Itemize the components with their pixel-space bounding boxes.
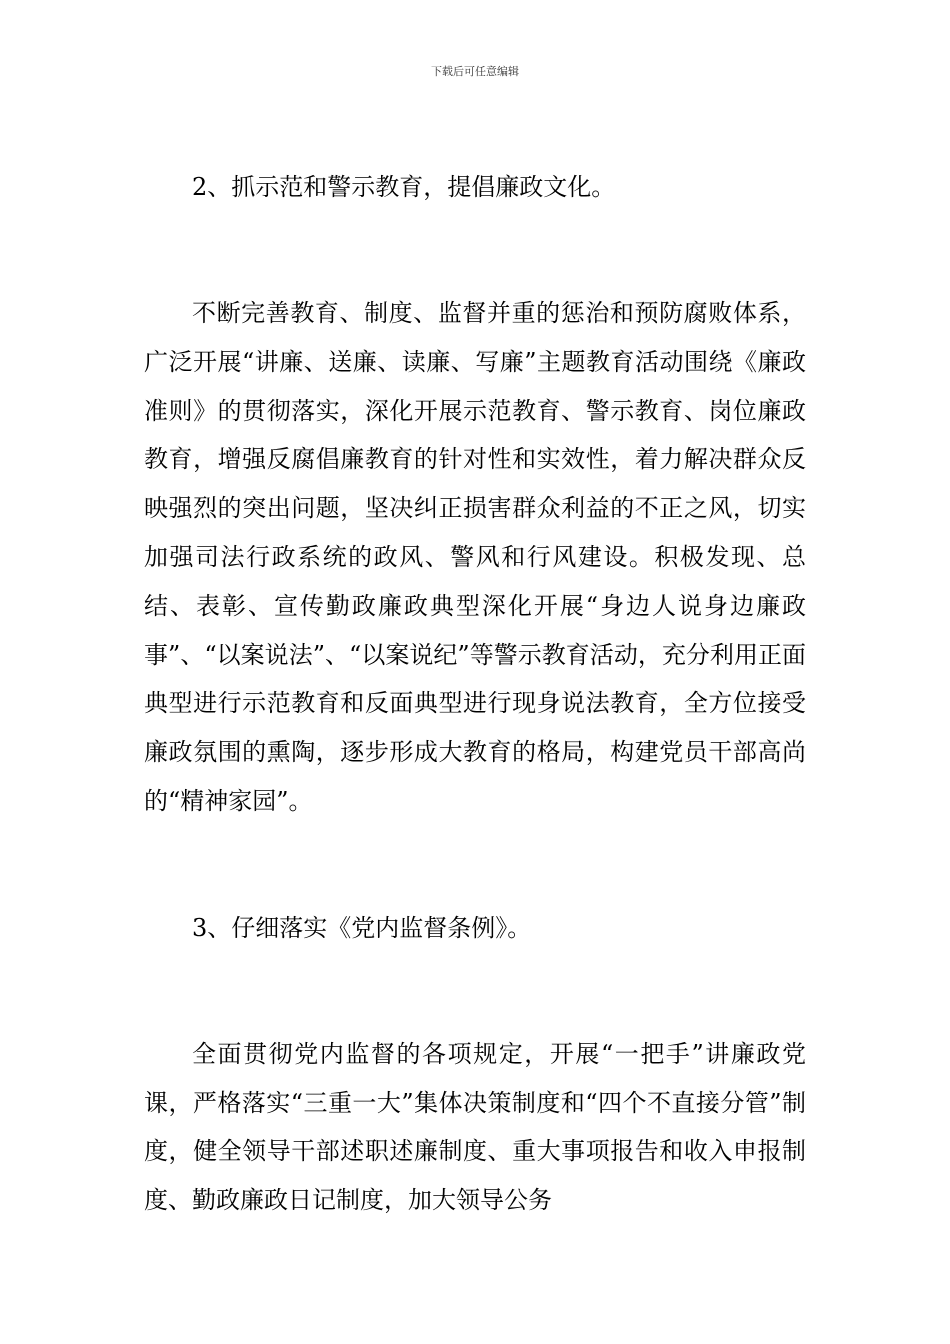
section-paragraph: 全面贯彻党内监督的各项规定，开展“一把手”讲廉政党课，严格落实“三重一大”集体决策制度和“四个不直接分管”制度，健全领导干部述职述廉制度、重大事项报告和收入申报制度、勤政廉政日记制度，加大领导公务 xyxy=(144,1039,806,1215)
section-heading: 2、抓示范和警示教育，提倡廉政文化。 xyxy=(192,173,616,201)
section-paragraph: 不断完善教育、制度、监督并重的惩治和预防腐败体系，广泛开展“讲廉、送廉、读廉、写廉”主题教育活动围绕《廉政准则》的贯彻落实，深化开展示范教育、警示教育、岗位廉政教育，增强反腐倡廉教育的针对性和实效性，着力解决群众反映强烈的突出问题，坚决纠正损害群众利益的不正之风，切实加强司法行政系统的政风、警风和行风建设。积极发现、总结、表彰、宣传勤政廉政典型深化开展“身边人说身边廉政事”、“以案说法”、“以案说纪”等警示教育活动，充分利用正面典型进行示范教育和反面典型进行现身说法教育，全方位接受廉政氛围的熏陶，逐步形成大教育的格局，构建党员干部高尚的“精神家园”。 xyxy=(144,299,806,815)
section-heading: 3、仔细落实《党内监督条例》。 xyxy=(192,913,532,942)
page-header: 下载后可任意编辑 xyxy=(431,65,519,78)
document-body xyxy=(144,168,806,1308)
